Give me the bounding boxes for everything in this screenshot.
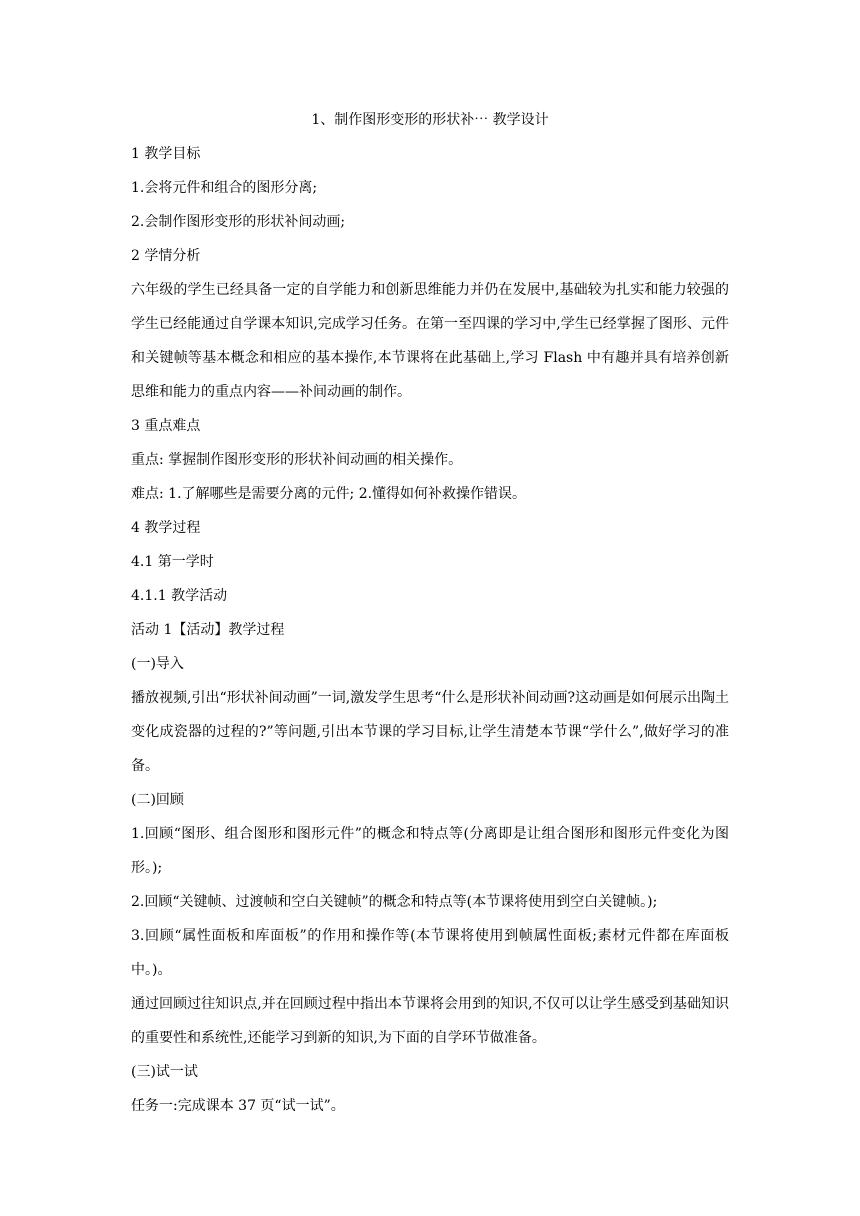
subheading-first-period: 4.1 第一学时 xyxy=(131,554,214,570)
subheading-teaching-activity: 4.1.1 教学活动 xyxy=(131,588,228,604)
document-body xyxy=(131,110,729,1130)
review-item-1: 1.回顾“图形、组合图形和图形元件”的概念和特点等(分离即是让组合图形和图形元件变化为图形。); xyxy=(131,826,729,876)
review-item-2: 2.回顾“关键帧、过渡帧和空白关键帧”的概念和特点等(本节课将使用到空白关键帧。); xyxy=(131,894,658,910)
review-item-3: 3.回顾“属性面板和库面板”的作用和操作等(本节课将使用到帧属性面板;素材元件都在库面板中。)。 xyxy=(131,928,729,978)
student-analysis-paragraph: 六年级的学生已经具备一定的自学能力和创新思维能力并仍在发展中,基础较为扎实和能力较强的学生已经能通过自学课本知识,完成学习任务。在第一至四课的学习中,学生已经掌握了图形、元件和关键帧等基本概念和相应的基本操作,本节课将在此基础上,学习 Flash 中有趣并具有培养创新思维和能力的重点内容——补间动画的制作。 xyxy=(131,282,729,400)
task-1-line: 任务一:完成课本 37 页“试一试”。 xyxy=(131,1098,345,1114)
heading-teaching-goals: 1 教学目标 xyxy=(131,146,201,162)
key-point-line: 重点: 掌握制作图形变形的形状补间动画的相关操作。 xyxy=(131,452,463,468)
activity-1-title: 活动 1【活动】教学过程 xyxy=(131,622,285,638)
heading-key-difficult-points: 3 重点难点 xyxy=(131,418,201,434)
section-introduction: (一)导入 xyxy=(131,656,184,672)
review-summary-paragraph: 通过回顾过往知识点,并在回顾过程中指出本节课将会用到的知识,不仅可以让学生感受到基础知识的重要性和系统性,还能学习到新的知识,为下面的自学环节做准备。 xyxy=(131,996,729,1046)
introduction-paragraph: 播放视频,引出“形状补间动画”一词,激发学生思考“什么是形状补间动画?这动画是如何展示出陶土变化成瓷器的过程的?”等问题,引出本节课的学习目标,让学生清楚本节课“学什么”,做好学习的准备。 xyxy=(131,690,729,774)
difficult-point-line: 难点: 1.了解哪些是需要分离的元件; 2.懂得如何补救操作错误。 xyxy=(131,486,527,502)
section-review: (二)回顾 xyxy=(131,792,184,808)
section-try-it: (三)试一试 xyxy=(131,1064,198,1080)
goal-item-2: 2.会制作图形变形的形状补间动画; xyxy=(131,214,346,230)
heading-student-analysis: 2 学情分析 xyxy=(131,248,201,264)
goal-item-1: 1.会将元件和组合的图形分离; xyxy=(131,180,318,196)
heading-teaching-process: 4 教学过程 xyxy=(131,520,201,536)
document-title: 1、制作图形变形的形状补⋯ 教学设计 xyxy=(311,112,549,128)
